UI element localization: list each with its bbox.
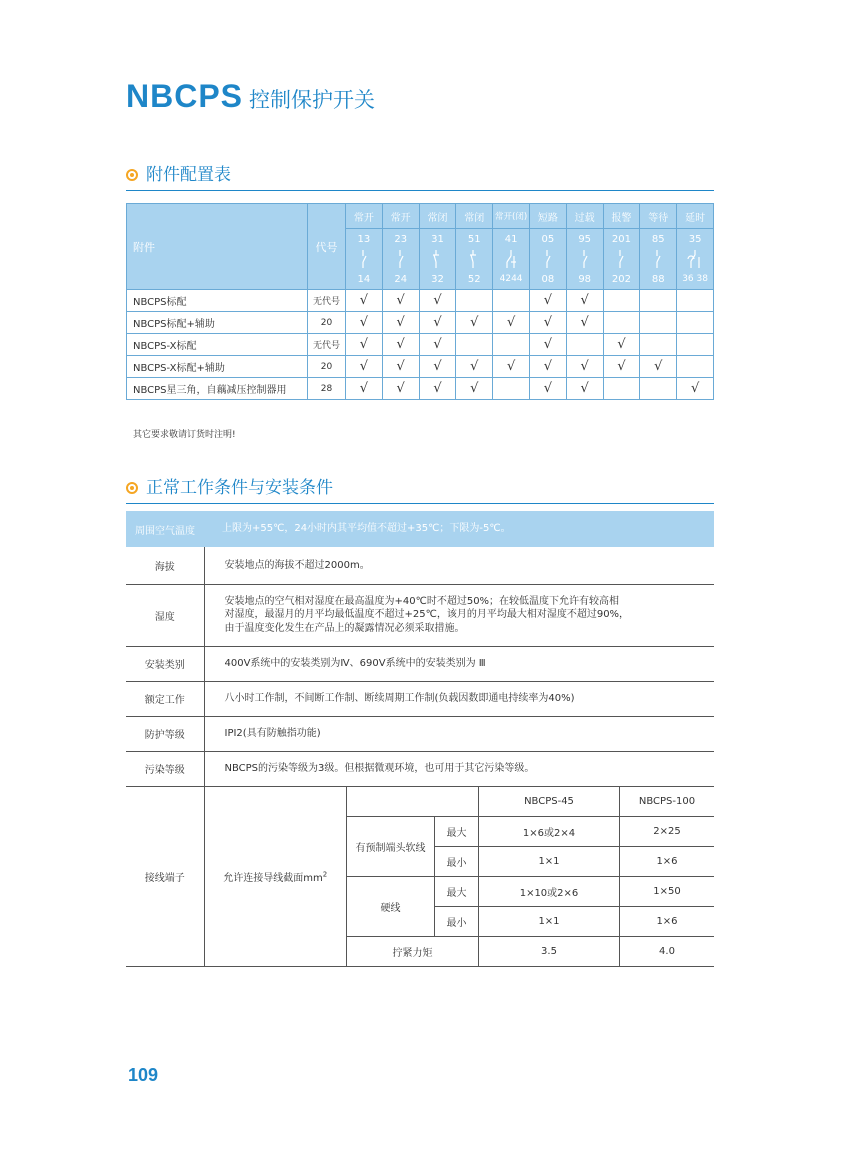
bullet-icon bbox=[126, 482, 138, 494]
condition-label: 海拔 bbox=[126, 547, 204, 584]
accessory-name: NBCPS标配+辅助 bbox=[127, 312, 308, 334]
check-cell: √ bbox=[566, 290, 603, 312]
check-cell: √ bbox=[603, 356, 640, 378]
check-cell: √ bbox=[566, 378, 603, 400]
check-cell: √ bbox=[382, 356, 419, 378]
contact-symbol-icon bbox=[456, 249, 492, 271]
check-cell bbox=[640, 378, 677, 400]
table-row bbox=[126, 716, 714, 751]
section-title: 附件配置表 bbox=[146, 165, 231, 185]
section-accessory-heading bbox=[126, 160, 714, 185]
contact-terminal-numbers bbox=[640, 229, 677, 290]
check-cell bbox=[493, 334, 530, 356]
terminal-top: 201 bbox=[611, 234, 632, 245]
check-cell bbox=[456, 290, 493, 312]
check-cell: √ bbox=[346, 378, 383, 400]
title-brand: NBCPS bbox=[126, 78, 244, 114]
check-cell: √ bbox=[346, 356, 383, 378]
check-cell bbox=[603, 378, 640, 400]
condition-line: 安装地点的空气相对湿度在最高温度为+40℃时不超过50%；在较低温度下允许有较高相 bbox=[224, 595, 620, 607]
check-cell bbox=[677, 312, 714, 334]
blank-cell bbox=[347, 787, 479, 817]
check-cell: √ bbox=[382, 378, 419, 400]
accessory-code: 28 bbox=[308, 378, 346, 400]
check-cell bbox=[640, 290, 677, 312]
accessory-code: 无代号 bbox=[308, 290, 346, 312]
title-subtitle: 控制保护开关 bbox=[249, 88, 376, 112]
contact-symbol-icon bbox=[493, 249, 529, 271]
conditions-table bbox=[126, 511, 714, 967]
accessory-name: NBCPS星三角，自藕减压控制器用 bbox=[127, 378, 308, 400]
check-cell bbox=[566, 334, 603, 356]
table-row bbox=[126, 751, 714, 786]
check-cell bbox=[677, 290, 714, 312]
condition-label: 接线端子 bbox=[126, 786, 204, 966]
wire-section-desc: 允许连接导线截面$mm^2$ bbox=[205, 787, 347, 966]
terminal-bottom: 4244 bbox=[499, 274, 523, 284]
contact-terminal-numbers bbox=[677, 229, 714, 290]
table-row bbox=[126, 511, 714, 547]
table-row bbox=[127, 334, 714, 356]
contact-terminal-numbers bbox=[493, 229, 530, 290]
value-cell: 1×10或2×6 bbox=[479, 876, 620, 906]
terminal-subtable bbox=[205, 787, 715, 966]
value-cell: 1×6 bbox=[620, 846, 715, 876]
page-title bbox=[126, 78, 375, 115]
condition-line: 400V系统中的安装类别为Ⅳ、690V系统中的安装类别为 Ⅲ bbox=[224, 657, 486, 669]
model-header: NBCPS-100 bbox=[620, 787, 715, 817]
table-row bbox=[127, 378, 714, 400]
contact-type: 延时 bbox=[677, 204, 714, 229]
condition-value bbox=[204, 646, 714, 681]
section-title: 正常工作条件与安装条件 bbox=[146, 478, 333, 498]
check-cell bbox=[677, 356, 714, 378]
condition-label: 周围空气温度 bbox=[126, 511, 204, 547]
accessory-name: NBCPS-X标配+辅助 bbox=[127, 356, 308, 378]
terminal-bottom: 52 bbox=[467, 274, 481, 285]
section-divider bbox=[126, 503, 714, 504]
check-cell: √ bbox=[456, 312, 493, 334]
terminal-bottom: 88 bbox=[651, 274, 665, 285]
check-cell bbox=[640, 312, 677, 334]
table-row bbox=[127, 356, 714, 378]
check-cell: √ bbox=[419, 378, 456, 400]
terminal-top: 35 bbox=[688, 234, 702, 245]
table-row bbox=[127, 290, 714, 312]
table-row bbox=[127, 312, 714, 334]
table-row bbox=[126, 584, 714, 646]
section-divider bbox=[126, 190, 714, 191]
terminal-bottom: 36 38 bbox=[682, 274, 708, 284]
contact-type: 常闭 bbox=[419, 204, 456, 229]
check-cell: √ bbox=[493, 312, 530, 334]
hard-wire-label: 硬线 bbox=[347, 876, 435, 936]
check-cell: √ bbox=[419, 290, 456, 312]
check-cell bbox=[603, 290, 640, 312]
terminal-bottom: 24 bbox=[394, 274, 408, 285]
check-cell bbox=[456, 334, 493, 356]
condition-value bbox=[204, 584, 714, 646]
condition-label: 防护等级 bbox=[126, 716, 204, 751]
bullet-icon bbox=[126, 169, 138, 181]
accessory-code: 20 bbox=[308, 356, 346, 378]
check-cell bbox=[640, 334, 677, 356]
contact-symbol-icon bbox=[604, 249, 640, 271]
value-cell: 4.0 bbox=[620, 936, 715, 966]
check-cell: √ bbox=[419, 312, 456, 334]
terminal-top: 31 bbox=[431, 234, 444, 245]
contact-type: 常开 bbox=[382, 204, 419, 229]
contact-terminal-numbers bbox=[346, 229, 383, 290]
contact-symbol-icon bbox=[346, 249, 382, 271]
value-cell: 1×6 bbox=[620, 906, 715, 936]
check-cell: √ bbox=[603, 334, 640, 356]
contact-symbol-icon bbox=[567, 249, 603, 271]
min-label: 最小 bbox=[435, 906, 479, 936]
condition-line: NBCPS的污染等级为3级。但根据微观环境，也可用于其它污染等级。 bbox=[224, 762, 535, 774]
contact-type: 过载 bbox=[566, 204, 603, 229]
check-cell bbox=[493, 378, 530, 400]
order-note: 其它要求敬请订货时注明! bbox=[133, 430, 236, 440]
contact-terminal-numbers bbox=[603, 229, 640, 290]
soft-wire-label: 有预制端头软线 bbox=[347, 816, 435, 876]
terminal-top: 95 bbox=[578, 234, 592, 245]
contact-symbol-icon bbox=[677, 249, 713, 271]
value-cell: 1×6或2×4 bbox=[479, 816, 620, 846]
check-cell: √ bbox=[382, 290, 419, 312]
terminal-bottom: 14 bbox=[357, 274, 371, 285]
contact-terminal-numbers bbox=[456, 229, 493, 290]
max-label: 最大 bbox=[435, 816, 479, 846]
condition-value bbox=[204, 681, 714, 716]
check-cell: √ bbox=[529, 290, 566, 312]
check-cell: √ bbox=[346, 290, 383, 312]
contact-terminal-numbers bbox=[382, 229, 419, 290]
condition-value bbox=[204, 751, 714, 786]
check-cell: √ bbox=[456, 378, 493, 400]
contact-symbol-icon bbox=[640, 249, 676, 271]
accessory-name: NBCPS-X标配 bbox=[127, 334, 308, 356]
contact-symbol-icon bbox=[530, 249, 566, 271]
terminal-top: 85 bbox=[651, 234, 665, 245]
value-cell: 1×1 bbox=[479, 846, 620, 876]
terminal-top: 13 bbox=[357, 234, 371, 245]
contact-terminal-numbers bbox=[529, 229, 566, 290]
model-header: NBCPS-45 bbox=[479, 787, 620, 817]
terminal-bottom: 98 bbox=[578, 274, 592, 285]
check-cell bbox=[493, 290, 530, 312]
check-cell: √ bbox=[382, 312, 419, 334]
accessory-code: 无代号 bbox=[308, 334, 346, 356]
terminal-top: 51 bbox=[467, 234, 481, 245]
contact-symbol-icon bbox=[420, 249, 456, 271]
condition-label: 安装类别 bbox=[126, 646, 204, 681]
min-label: 最小 bbox=[435, 846, 479, 876]
terminal-top: 23 bbox=[394, 234, 408, 245]
contact-type: 短路 bbox=[529, 204, 566, 229]
torque-label: 拧紧力矩 bbox=[347, 936, 479, 966]
section-conditions-heading bbox=[126, 473, 714, 498]
max-label: 最大 bbox=[435, 876, 479, 906]
check-cell: √ bbox=[566, 312, 603, 334]
check-cell bbox=[677, 334, 714, 356]
value-cell: 1×1 bbox=[479, 906, 620, 936]
accessory-code: 20 bbox=[308, 312, 346, 334]
terminal-row bbox=[126, 786, 714, 966]
table-row bbox=[126, 681, 714, 716]
terminal-bottom: 08 bbox=[541, 274, 555, 285]
contact-type: 常开 bbox=[346, 204, 383, 229]
check-cell: √ bbox=[493, 356, 530, 378]
check-cell: √ bbox=[419, 334, 456, 356]
check-cell: √ bbox=[346, 334, 383, 356]
check-cell: √ bbox=[529, 356, 566, 378]
value-cell: 3.5 bbox=[479, 936, 620, 966]
check-cell: √ bbox=[529, 334, 566, 356]
contact-type: 等待 bbox=[640, 204, 677, 229]
condition-line: 由于温度变化发生在产品上的凝露情况必须采取措施。 bbox=[224, 622, 465, 634]
terminal-top: 41 bbox=[504, 234, 518, 245]
check-cell: √ bbox=[419, 356, 456, 378]
header-accessory: 附件 bbox=[127, 204, 308, 290]
condition-value bbox=[204, 547, 714, 584]
check-cell bbox=[603, 312, 640, 334]
contact-type: 常开(闭) bbox=[493, 204, 530, 229]
check-cell: √ bbox=[529, 312, 566, 334]
contact-type: 报警 bbox=[603, 204, 640, 229]
check-cell: √ bbox=[640, 356, 677, 378]
condition-label: 污染等级 bbox=[126, 751, 204, 786]
condition-line: 对湿度，最湿月的月平均最低温度不超过+25℃，该月的月平均最大相对湿度不超过90%， bbox=[224, 609, 630, 621]
contact-symbol-icon bbox=[383, 249, 419, 271]
condition-line: 安装地点的海拔不超过2000m。 bbox=[224, 559, 370, 571]
condition-line: 八小时工作制，不间断工作制、断续周期工作制(负载因数即通电持续率为40%) bbox=[224, 692, 575, 704]
value-cell: 2×25 bbox=[620, 816, 715, 846]
check-cell: √ bbox=[456, 356, 493, 378]
contact-type: 常闭 bbox=[456, 204, 493, 229]
contact-terminal-numbers bbox=[566, 229, 603, 290]
check-cell: √ bbox=[677, 378, 714, 400]
accessory-name: NBCPS标配 bbox=[127, 290, 308, 312]
value-cell: 1×50 bbox=[620, 876, 715, 906]
table-row bbox=[126, 547, 714, 584]
condition-label: 湿度 bbox=[126, 584, 204, 646]
condition-value bbox=[204, 716, 714, 751]
contact-terminal-numbers bbox=[419, 229, 456, 290]
terminal-bottom: 32 bbox=[431, 274, 444, 285]
condition-line: IPI2(具有防触指功能) bbox=[224, 727, 321, 739]
check-cell: √ bbox=[566, 356, 603, 378]
header-code: 代号 bbox=[308, 204, 346, 290]
terminal-bottom: 202 bbox=[611, 274, 632, 285]
page-number: 109 bbox=[128, 1065, 159, 1085]
accessory-config-table bbox=[126, 203, 714, 400]
check-cell: √ bbox=[346, 312, 383, 334]
check-cell: √ bbox=[529, 378, 566, 400]
table-row bbox=[126, 646, 714, 681]
check-cell: √ bbox=[382, 334, 419, 356]
condition-value: 上限为+55℃，24小时内其平均值不超过+35℃；下限为-5℃。 bbox=[204, 511, 714, 547]
condition-label: 额定工作 bbox=[126, 681, 204, 716]
terminal-top: 05 bbox=[541, 234, 555, 245]
